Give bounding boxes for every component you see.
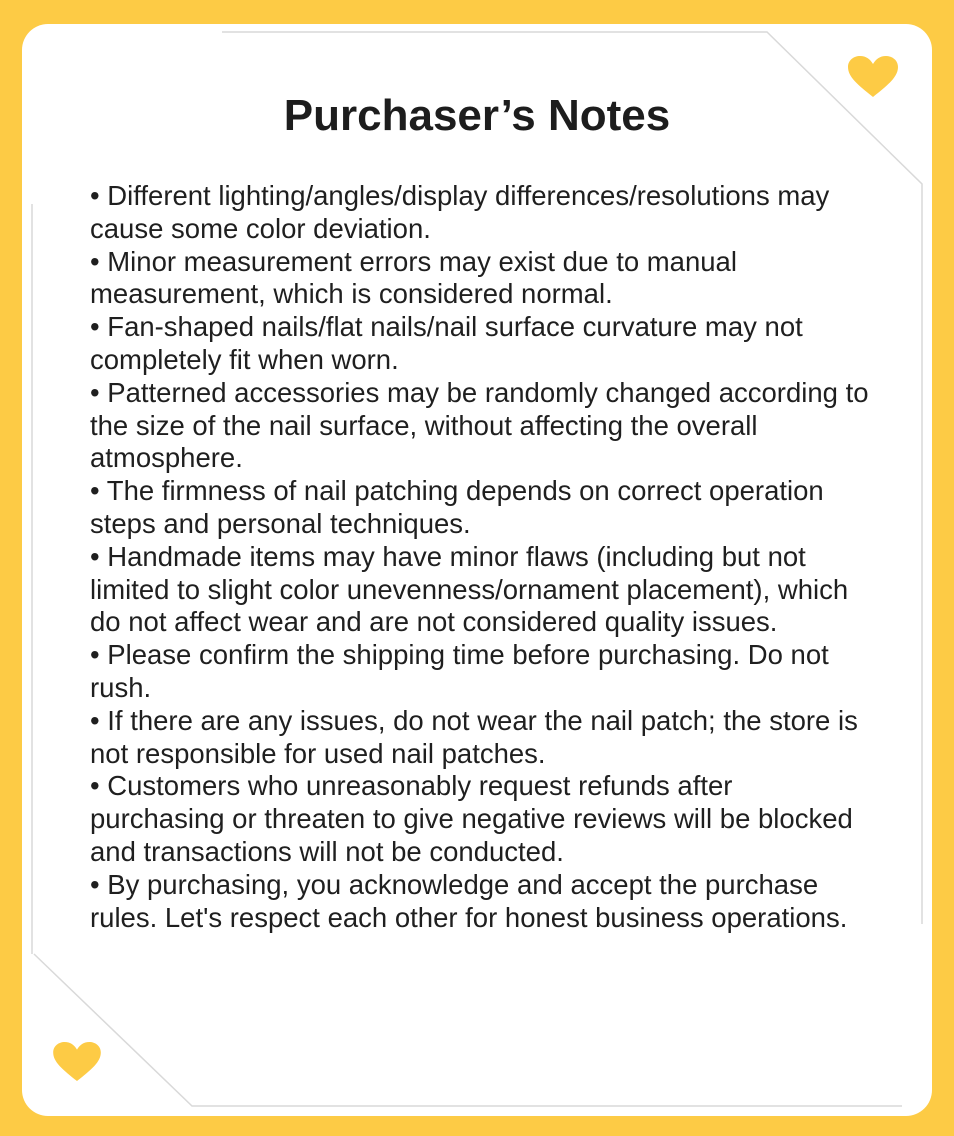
note-item: • Fan-shaped nails/flat nails/nail surface curvature may not completely fit when worn. <box>90 311 803 375</box>
notes-card <box>22 24 932 1116</box>
heart-icon <box>53 1042 101 1082</box>
heart-icon <box>848 56 898 98</box>
note-item: • If there are any issues, do not wear the nail patch; the store is not responsible for used nail patches. <box>90 704 858 769</box>
notes-list <box>90 180 870 934</box>
note-item: • Please confirm the shipping time before purchasing. Do not rush. <box>90 639 829 703</box>
page-title: Purchaser’s Notes <box>283 91 671 140</box>
note-item: • Customers who unreasonably request refunds after purchasing or threaten to give negative reviews will be blocked and transactions will not be conducted. <box>90 770 853 867</box>
note-item: • Minor measurement errors may exist due to manual measurement, which is considered normal. <box>90 245 737 310</box>
note-item: • Handmade items may have minor flaws (including but not limited to slight color unevenness/ornament placement), which do not affect wear and are not considered quality issues. <box>90 540 849 638</box>
note-item: • By purchasing, you acknowledge and accept the purchase rules. Let's respect each other for honest business operations. <box>90 868 848 933</box>
note-item: • Patterned accessories may be randomly changed according to the size of the nail surface, without affecting the overall atmosphere. <box>90 376 869 474</box>
note-item: • The firmness of nail patching depends on correct operation steps and personal techniques. <box>90 475 824 539</box>
note-item: • Different lighting/angles/display differences/resolutions may cause some color deviation. <box>90 180 830 244</box>
